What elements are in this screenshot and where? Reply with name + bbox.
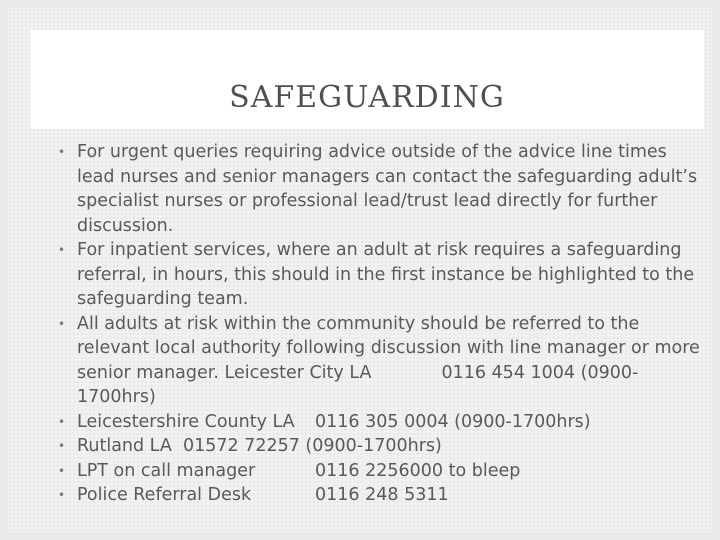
slide-content [56,140,706,508]
contact-number: 0116 248 5311 [315,485,449,505]
bullet-icon: • [58,316,66,331]
slide-title: SAFEGUARDING [229,80,505,115]
bullet-list [56,140,706,508]
bullet-icon: • [58,439,66,453]
contact-number-leicester-city: 0116 454 1004 (0900-1700hrs) [77,362,639,407]
bullet-text: For inpatient services, where an adult at risk requires a safeguarding referral, in hours, this should in the first instance be highlighted to the safeguarding team. [77,240,695,309]
contact-item-police [56,483,706,508]
bullet-icon: • [58,463,66,478]
bullet-item-inpatient [56,238,706,312]
slide [8,8,712,532]
contact-item-rutland [56,434,706,459]
contact-name: Leicestershire County LA [77,411,295,432]
bullet-icon: • [58,145,66,159]
contact-name: Police Referral Desk [77,485,252,505]
contact-number: 0116 2256000 to bleep [315,460,521,481]
contact-name: Rutland LA [77,436,172,456]
bullet-item-advice [56,140,706,238]
bullet-item-community [56,312,706,410]
bullet-icon: • [58,243,66,257]
contact-item-leicestershire [56,410,706,435]
contact-number: 01572 72257 (0900-1700hrs) [182,436,442,456]
title-box [30,30,704,129]
contact-number: 0116 305 0004 (0900-1700hrs) [315,411,591,432]
bullet-icon: • [58,414,66,429]
contact-item-lpt [56,459,706,484]
bullet-text: All adults at risk within the community should be referred to the relevant local authority following discussion with line manager or more senior manager. [77,313,700,383]
bullet-text: For urgent queries requiring advice outside of the advice line times lead nurses and senior managers can contact the safeguarding adult’s specialist nurses or professional lead/trust lead directly for further discussion. [77,142,698,236]
contact-name: LPT on call manager [77,460,256,481]
contact-name-leicester-city: Leicester City LA [224,362,372,383]
bullet-icon: • [58,488,66,502]
